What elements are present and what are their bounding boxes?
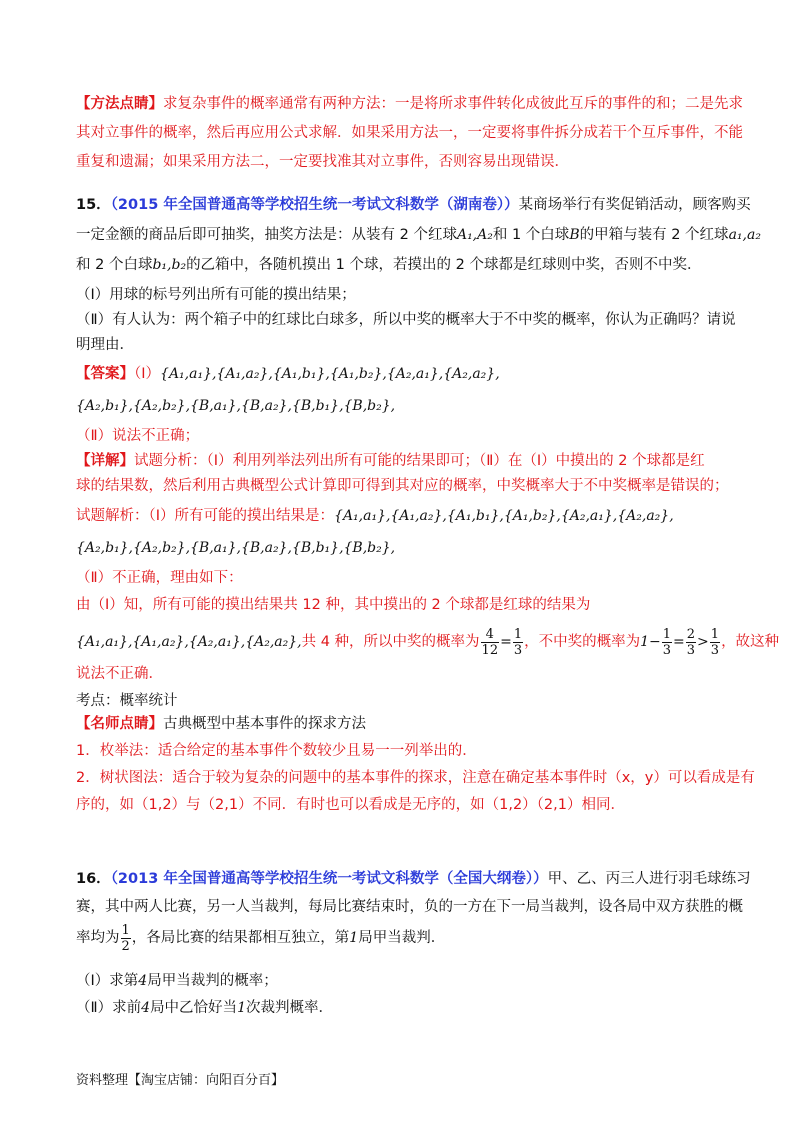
q15-line-2 [76,224,761,246]
part-ii-heading: （Ⅱ）不正确，理由如下： [76,570,243,586]
answer-set-1: {A₁,a₁},{A₁,a₂},{A₁,b₁},{A₁,b₂},{A₂,a₁},{A₂,a₂}, [160,366,500,382]
solution-set-1: {A₁,a₁},{A₁,a₂},{A₁,b₁},{A₁,b₂},{A₂,a₁},{A₂,a₂}, [334,508,674,524]
q15-line-1 [76,194,751,216]
part-ii-text-2: ，不中奖的概率为 [524,634,641,650]
math-B: B [569,227,580,243]
q16-stem-1: 甲、乙、丙三人进行羽毛球练习 [547,871,751,887]
equals-sign: = [500,634,512,650]
fraction-4-12 [481,627,500,658]
q16-line-2: 赛，其中两人比赛，另一人当裁判，每局比赛结束时，负的一方在下一局当裁判，设各局中双方获胜的概 [76,899,743,915]
q16-part-2 [76,997,333,1019]
answer-tag: 【答案】 [76,366,134,382]
fraction-denominator: 12 [481,642,499,658]
tip-item-2: 2．树状图法：适合于较为复杂的问题中的基本事件的探求，注意在确定基本事件时（x，y）可以看成是有 [76,770,755,786]
q15-stem-2c: 的甲箱与装有 2 个红球 [579,227,729,243]
fraction-2-3 [686,627,696,658]
fraction-denominator: 3 [662,642,672,658]
solution-set-2: {A₂,b₁},{A₂,b₂},{B,a₁},{B,a₂},{B,b₁},{B,b₂}, [76,540,396,556]
detail-tag: 【详解】 [76,453,134,469]
q15-source: （2015 年全国普通高等学校招生统一考试文科数学（湖南卷）） [110,197,519,213]
q15-line-3 [76,254,701,276]
solution-line-1 [76,505,674,527]
math-b1b2: b₁,b₂ [152,257,187,273]
q15-stem-3b: 的乙箱中，各随机摸出 1 个球，若摸出的 2 个球都是红球则中奖，否则不中奖． [186,257,702,273]
math-a1a2: a₁,a₂ [728,227,761,243]
method-tip-line-2: 其对立事件的概率，然后再应用公式求解．如果采用方法一，一定要将事件拆分成若干个互斥事件，不能 [76,125,743,141]
solution-line-2 [76,537,395,559]
q16-part-2a: （Ⅱ）求前 [76,1000,142,1016]
fraction-1-3-c [710,627,720,658]
fraction-denominator: 2 [121,938,130,954]
greater-than-sign: > [697,634,709,650]
q15-stem-2b: 和 1 个白球 [492,227,570,243]
answer-set-2: {A₂,b₁},{A₂,b₂},{B,a₁},{B,a₂},{B,b₁},{B,b₂}, [76,398,396,414]
q15-stem-2a: 一定金额的商品后即可抽奖，抽奖方法是：从装有 2 个红球 [76,227,457,243]
detail-line-2: 球的结果数，然后利用古典概型公式计算即可得到其对应的概率，中奖概率大于不中奖概率是错误的； [76,478,729,494]
q16-part-1a: （Ⅰ）求第 [76,973,139,989]
math-4: 4 [138,973,148,989]
detail-text-1: 试题分析：（Ⅰ）利用列举法列出所有可能的结果即可；（Ⅱ）在（Ⅰ）中摸出的 2 个球都是红 [134,453,705,469]
part-ii-line-3: 说法不正确． [76,666,163,682]
q16-source: （2013 年全国普通高等学校招生统一考试文科数学（全国大纲卷）） [110,871,548,887]
page-footer: 资料整理【淘宝店铺：向阳百分百】 [76,1073,285,1088]
tip-item-3: 序的，如（1,2）与（2,1）不同．有时也可以看成是无序的，如（1,2）（2,1）相同． [76,797,625,813]
fraction-denominator: 3 [686,642,696,658]
method-tip-line-3: 重复和遗漏；如果采用方法二，一定要找准其对立事件，否则容易出现错误． [76,154,569,170]
part-ii-set: {A₁,a₁},{A₁,a₂},{A₂,a₁},{A₂,a₂}, [76,634,302,650]
answer-line-1 [76,363,500,385]
q16-number: 16． [76,871,111,887]
tip-item-1: 1．枚举法：适合给定的基本事件个数较少且易一一列举出的． [76,743,477,759]
fraction-numerator: 4 [481,627,500,643]
q15-part-1: （Ⅰ）用球的标号列出所有可能的摸出结果； [76,287,356,303]
q16-line-1 [76,868,751,890]
answer-part-ii: （Ⅱ）说法不正确； [76,428,200,444]
part-ii-text-3: ，故这种 [721,634,780,650]
kaodian: 考点：概率统计 [76,693,178,709]
q16-stem-3a: 率均为 [76,930,120,946]
fraction-1-2 [121,923,131,954]
q16-part-2b: 局中乙恰好当 [150,1000,238,1016]
q15-number: 15． [76,197,111,213]
q15-part-2-cont: 明理由． [76,337,134,353]
math-A1A2: A₁,A₂ [456,227,493,243]
part-ii-line-1: 由（Ⅰ）知，所有可能的摸出结果共 12 种，其中摸出的 2 个球都是红球的结果为 [76,597,591,613]
one-minus: 1− [640,634,661,650]
solution-lead: 试题解析：（Ⅰ）所有可能的摸出结果是： [76,508,335,524]
q16-part-1b: 局甲当裁判的概率； [147,973,278,989]
q15-stem-3a: 和 2 个白球 [76,257,153,273]
part-ii-line-2 [76,625,779,659]
fraction-denominator: 3 [710,642,720,658]
fraction-numerator: 1 [121,922,130,938]
fraction-denominator: 3 [513,642,523,658]
fraction-numerator: 1 [710,626,720,642]
fraction-numerator: 1 [513,626,523,642]
part-ii-text-1: 共 4 种，所以中奖的概率为 [301,634,480,650]
math-1: 1 [237,1000,246,1016]
fraction-numerator: 2 [686,626,696,642]
q16-stem-3b: ，各局比赛的结果都相互独立，第 [131,930,350,946]
q16-part-1 [76,970,278,992]
q16-line-3 [76,921,445,955]
tip-tag: 【名师点睛】 [76,716,163,732]
math-4: 4 [141,1000,151,1016]
detail-line-1 [76,450,705,472]
tip-title: 古典概型中基本事件的探求方法 [163,716,366,732]
answer-part-i: （Ⅰ） [134,366,161,382]
q15-part-2: （Ⅱ）有人认为：两个箱子中的红球比白球多，所以中奖的概率大于不中奖的概率，你认为正确吗？请说 [76,312,736,328]
q15-stem-1: 某商场举行有奖促销活动，顾客购买 [518,197,751,213]
fraction-numerator: 1 [662,626,672,642]
tip-heading [76,713,366,735]
fraction-1-3 [513,627,523,658]
q16-stem-3c: 局甲当裁判． [358,930,446,946]
fraction-1-3-b [662,627,672,658]
answer-line-2 [76,395,395,417]
method-tip-line-1 [76,93,743,115]
equals-sign: = [673,634,685,650]
q16-part-2c: 次裁判概率． [245,1000,333,1016]
method-tip-tag: 【方法点睛】 [76,96,163,112]
math-1: 1 [349,930,359,946]
method-tip-text-1: 求复杂事件的概率通常有两种方法：一是将所求事件转化成彼此互斥的事件的和；二是先求 [163,96,743,112]
